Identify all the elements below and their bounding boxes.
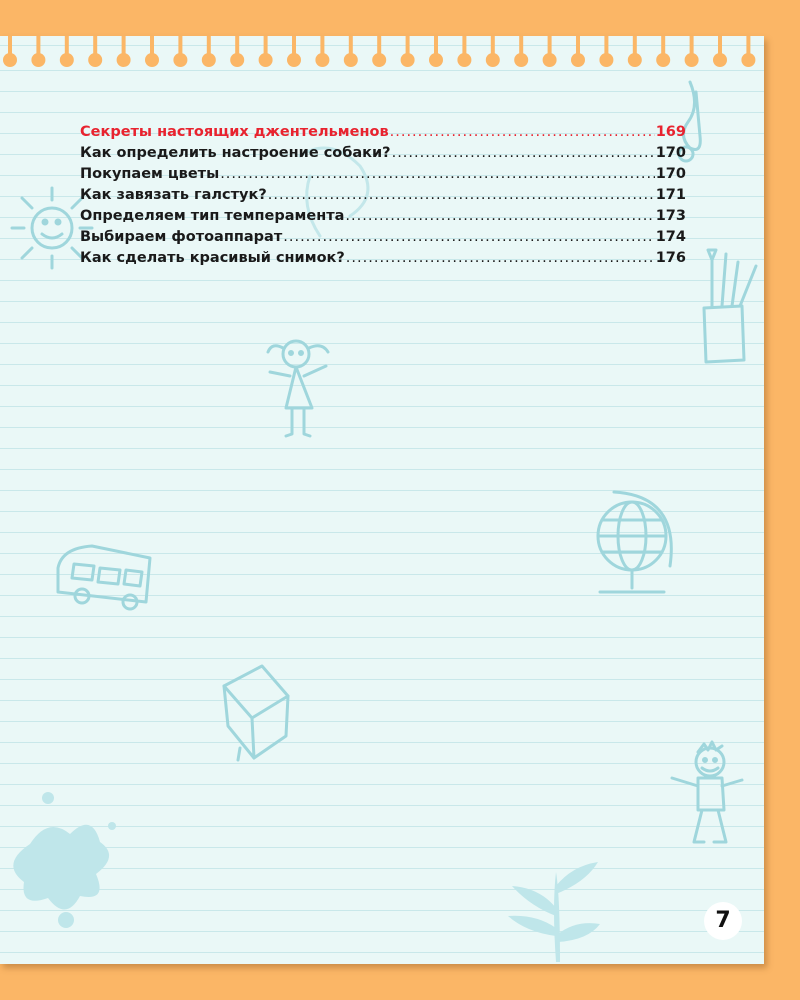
- toc-entry-title: Покупаем цветы: [80, 166, 220, 182]
- toc-dot-leader: [268, 185, 655, 206]
- toc-entry-title: Выбираем фотоаппарат: [80, 229, 283, 245]
- globe-doodle: [598, 492, 671, 592]
- bus-doodle: [58, 546, 150, 609]
- toc-entry[interactable]: [80, 164, 686, 185]
- ink-splash-doodle: [13, 792, 116, 928]
- toc-entry[interactable]: [80, 248, 686, 269]
- page-number: 7: [704, 902, 742, 940]
- toc-entry-page: 174: [655, 229, 686, 245]
- plant-doodle: [508, 862, 600, 962]
- toc-entry-title: Секреты настоящих джентельменов: [80, 124, 389, 140]
- toc-entry-page: 169: [655, 124, 686, 140]
- pencil-cup-doodle: [704, 250, 756, 362]
- toc-entry[interactable]: [80, 227, 686, 248]
- toc-entry-page: 173: [655, 208, 686, 224]
- toc-dot-leader: [283, 227, 654, 248]
- toc-entry-page: 170: [655, 145, 686, 161]
- toc-entry-page: 176: [655, 250, 686, 266]
- toc-dot-leader: [392, 143, 655, 164]
- toc-dot-leader: [345, 206, 654, 227]
- toc-entry[interactable]: [80, 206, 686, 227]
- toc-entry-page: 170: [655, 166, 686, 182]
- toc-entry[interactable]: [80, 143, 686, 164]
- toc-entry-title: Как завязать галстук?: [80, 187, 267, 203]
- toc-entry[interactable]: [80, 185, 686, 206]
- toc-entry-title: Как определить настроение собаки?: [80, 145, 391, 161]
- toc-entry-title: Как сделать красивый снимок?: [80, 250, 345, 266]
- notebook-page: [0, 36, 764, 964]
- toc-entry-page: 171: [655, 187, 686, 203]
- cube-doodle: [224, 666, 288, 760]
- toc-dot-leader: [346, 248, 655, 269]
- toc-dot-leader: [220, 164, 655, 185]
- toc-entry-title: Определяем тип темперамента: [80, 208, 345, 224]
- table-of-contents: [80, 122, 686, 269]
- boy-doodle: [672, 742, 742, 842]
- toc-dot-leader: [390, 122, 655, 143]
- toc-entry[interactable]: [80, 122, 686, 143]
- girl-doodle: [268, 341, 328, 436]
